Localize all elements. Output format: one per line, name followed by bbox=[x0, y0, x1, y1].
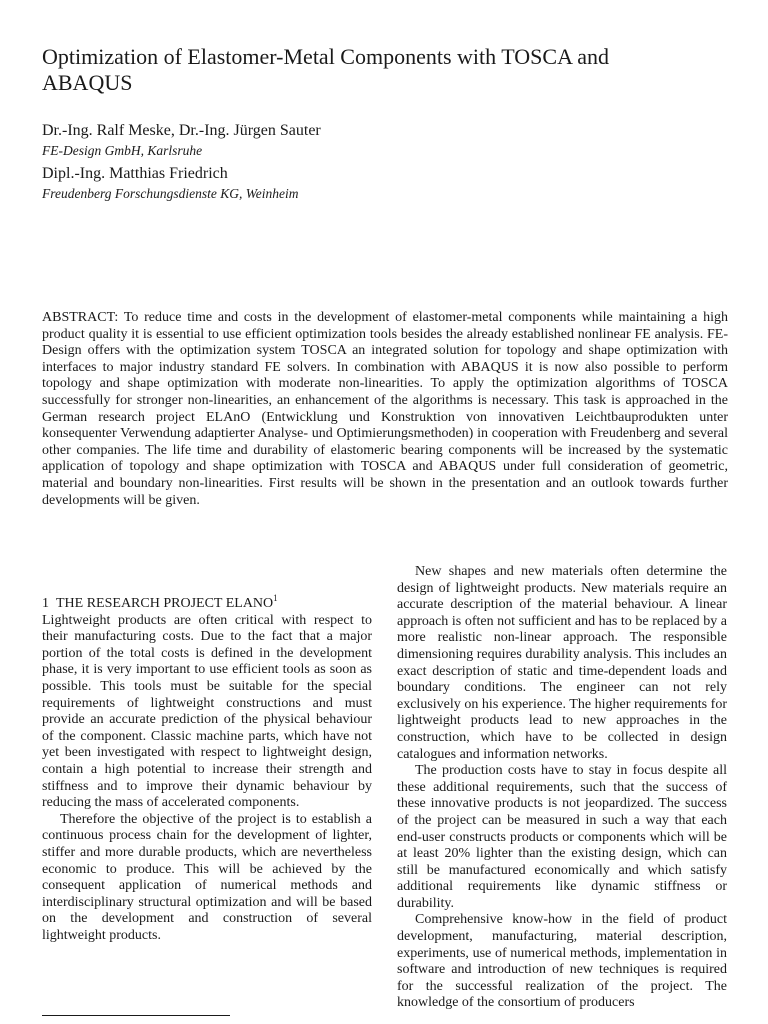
section-title: THE RESEARCH PROJECT ELANO bbox=[56, 596, 274, 611]
body-paragraph-5: Comprehensive know-how in the field of product development, manufacturing, material description, experiments, use of numerical methods, implementation in software and introduction of new techniques is required for the successful realization of the project. The knowledge of the consortium of producers bbox=[397, 912, 727, 1011]
footnote-mark: 1 bbox=[273, 593, 278, 603]
paper-title: Optimization of Elastomer-Metal Components with TOSCA and ABAQUS bbox=[42, 44, 610, 95]
footnote-rule bbox=[42, 1015, 230, 1016]
body-paragraph-4: The production costs have to stay in focus despite all these additional requirements, such that the success of these innovative products is not jeopardized. The success of the project can be measured in such a way that each end-user constructs products or components which will be at least 20% lighter than the existing design, which can still be manufactured economically and which satisfy additional requirements like dynamic stiffness or durability. bbox=[397, 763, 727, 911]
author-line-2: Dipl.-Ing. Matthias Friedrich bbox=[42, 165, 228, 182]
body-paragraph-1: Lightweight products are often critical with respect to their manufacturing costs. Due to the fact that a major portion of the total costs is defined in the development phase, it is very important to use efficient tools as soon as possible. This tools must be suitable for the special requirements of lightweight constructions and must provide an accurate prediction of the physical behaviour of the component. Classic machine parts, which have not yet been investigated with respect to lightweight design, contain a high potential to increase their strength and stiffness and to improve their dynamic behaviour by reducing the mass of accelerated components. bbox=[42, 612, 372, 811]
section-heading bbox=[42, 593, 372, 613]
abstract: ABSTRACT: To reduce time and costs in the development of elastomer-metal components while maintaining a high product quality it is essential to use efficient optimization tools besides the already established nonlinear FE analysis. FE-Design offers with the optimization system TOSCA an integrated solution for topology and shape optimization with interfaces to major industry standard FE solvers. In combination with ABAQUS it is now also possible to perform topology and shape optimization with moderate non-linearities. To apply the optimization algorithms of TOSCA successfully for stronger non-linearities, an enhancement of the algorithms is necessary. This task is approached in the German research project ELAnO (Entwicklung und Konstruktion von innovativen Leichtbauprodukten unter konsequenter Verwendung adaptierter Analyse- und Optimierungsmethoden) in cooperation with Freudenberg and several other companies. The life time and durability of elastomeric bearing components will be increased by the systematic application of topology and shape optimization with TOSCA and ABAQUS under full consideration of geometric, material and boundary non-linearities. First results will be shown in the presentation and an outlook towards further developments will be given. bbox=[42, 310, 728, 508]
right-column bbox=[397, 564, 727, 1012]
section-number: 1 bbox=[42, 596, 49, 611]
affiliation-line-2: Freudenberg Forschungsdienste KG, Weinheim bbox=[42, 186, 299, 201]
left-column bbox=[42, 593, 372, 944]
body-paragraph-2: Therefore the objective of the project is to establish a continuous process chain for the development of lighter, stiffer and more durable products, which are nevertheless economic to produce. This will be achieved by the consequent application of numerical methods and interdisciplinary structural optimization and will be based on the development and construction of several lightweight products. bbox=[42, 811, 372, 943]
body-paragraph-3: New shapes and new materials often determine the design of lightweight products. New materials require an accurate description of the material behaviour. A linear approach is often not sufficient and has to be replaced by a more realistic non-linear approach. The responsible dimensioning requires durability analysis. This includes an exact description of static and time-dependent loads and boundary conditions. The engineer can not rely exclusively on his experience. The higher requirements for lightweight products lead to new approaches in the construction, which have to be collected in design catalogues and information networks. bbox=[397, 564, 727, 762]
affiliation-line-1: FE-Design GmbH, Karlsruhe bbox=[42, 143, 203, 158]
author-line-1: Dr.-Ing. Ralf Meske, Dr.-Ing. Jürgen Sauter bbox=[42, 122, 321, 139]
